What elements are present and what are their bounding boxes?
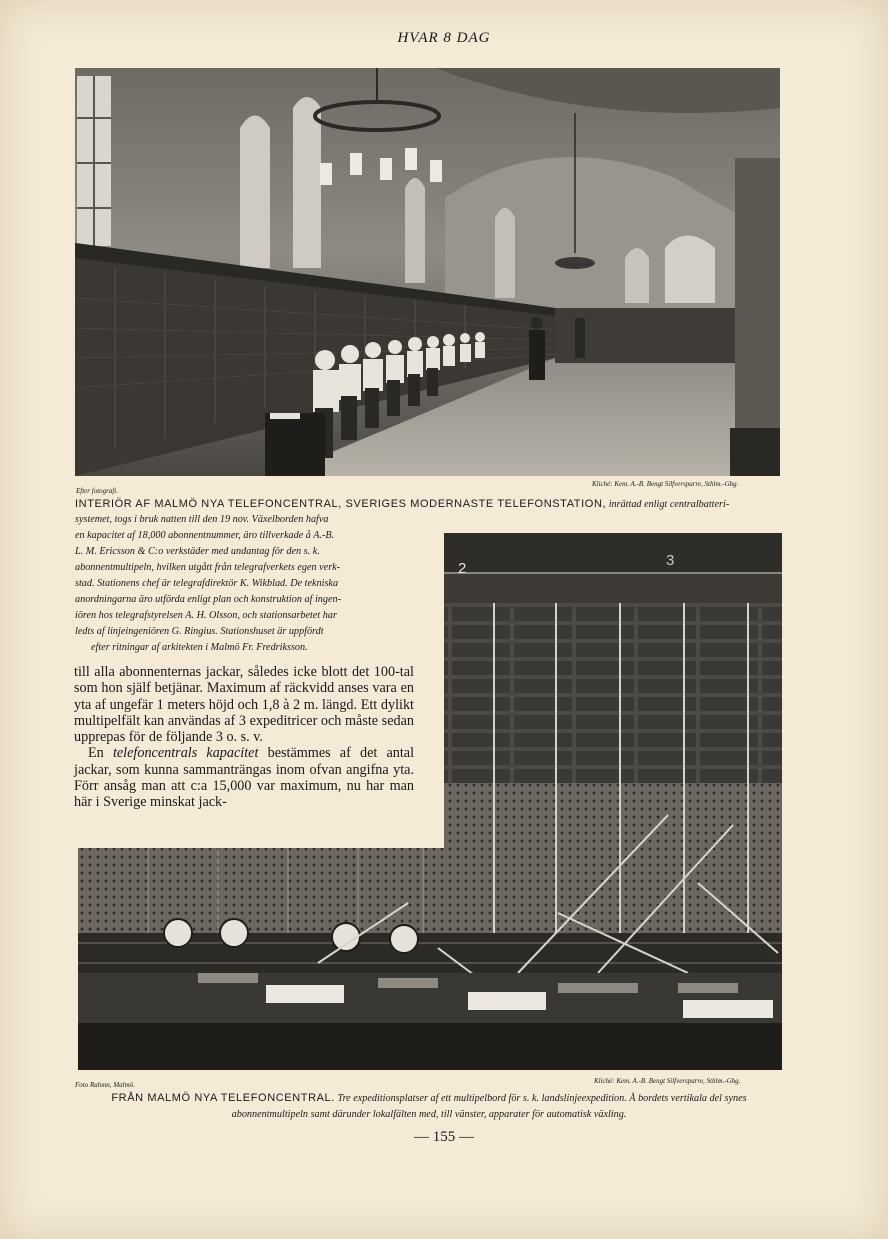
caption-line: systemet, togs i bruk natten till den 19 nov. Växelborden hafva <box>75 514 329 525</box>
photo1-credit-left: Efter fotografi. <box>76 487 118 495</box>
panel-number-3: 3 <box>666 552 675 569</box>
body-paragraph-1: till alla abonnenternas jackar, således icke blott det 100-tal som hon själf betjänar. Maximum af räckvidd anses vara en yta af ungefär 1 meters höjd och 1,8 à 2 m. längd. Ett dylikt multipelfält kan användas af 3 expeditricer och måste sedan upprepas för de följande 3 o. s. v. <box>74 664 414 746</box>
photo-switchboard <box>78 533 782 1070</box>
caption-switchboard-text: Tre expeditionsplatser af ett multipelbord för s. k. landslinjeexpedition. Å bordets vertikala del synes abonnentmultipeln samt därunder lokalfälten med, till vänster, apparater för automatisk växling. <box>231 1093 747 1120</box>
photo1-credit-right: Kliché: Kem. A.-B. Bengt Silfversparre, Sthlm.-Gbg. <box>592 480 739 488</box>
page-number: — 155 — <box>414 1129 474 1145</box>
caption-line: iören hos telegrafstyrelsen A. H. Olsson, och stationsarbetet har <box>75 610 337 621</box>
caption-line: stad. Stationens chef är telegrafdirektör K. Wikblad. De tekniska <box>75 578 339 589</box>
caption-line: ledts af linjeingeniören G. Ringius. Stationshuset är uppfördt <box>75 626 324 637</box>
caption-line: en kapacitet af 18,000 abonnentnummer, äro tillverkade å A.-B. <box>75 530 335 541</box>
photo-exchange-interior <box>75 68 780 476</box>
caption-interior-lead: INTERIÖR AF MALMÖ NYA TELEFONCENTRAL, SVERIGES MODERNASTE TELEFONSTATION, <box>75 498 607 510</box>
caption-line: L. M. Ericsson & C:o verkstäder med undantag för den s. k. <box>75 546 320 557</box>
caption-interior <box>75 496 783 513</box>
photo2-credit-left: Foto Rahmn, Malmö. <box>75 1081 135 1089</box>
caption-line: efter ritningar af arkitekten i Malmö Fr. Fredriksson. <box>91 642 308 653</box>
caption-line: abonnentmultipeln, hvilken utgått från telegrafverkets egen verk- <box>75 562 341 573</box>
panel-number-2: 2 <box>458 560 467 577</box>
running-header: HVAR 8 DAG <box>397 30 491 46</box>
caption-line: anordningarna äro utförda enligt plan och konstruktion af ingen- <box>75 594 341 605</box>
caption-interior-line1-rest: inrättad enligt centralbatteri- <box>608 499 730 510</box>
body-p2-rest: bestämmes af det antal jackar, som kunna sammanträngas inom ofvan angifna yta. Förr ansåg man att c:a 15,000 var maximum, nu har man här i Sverige minskat jack- <box>74 745 415 811</box>
body-p2-start: En <box>88 745 104 762</box>
caption-switchboard <box>75 1090 783 1123</box>
photo2-credit-right: Kliché: Kem. A.-B. Bengt Silfversparre, Sthlm.-Gbg. <box>594 1077 741 1085</box>
body-p2-italic: telefoncentrals kapacitet <box>112 745 259 762</box>
caption-switchboard-lead: FRÅN MALMÖ NYA TELEFONCENTRAL. <box>111 1092 335 1104</box>
